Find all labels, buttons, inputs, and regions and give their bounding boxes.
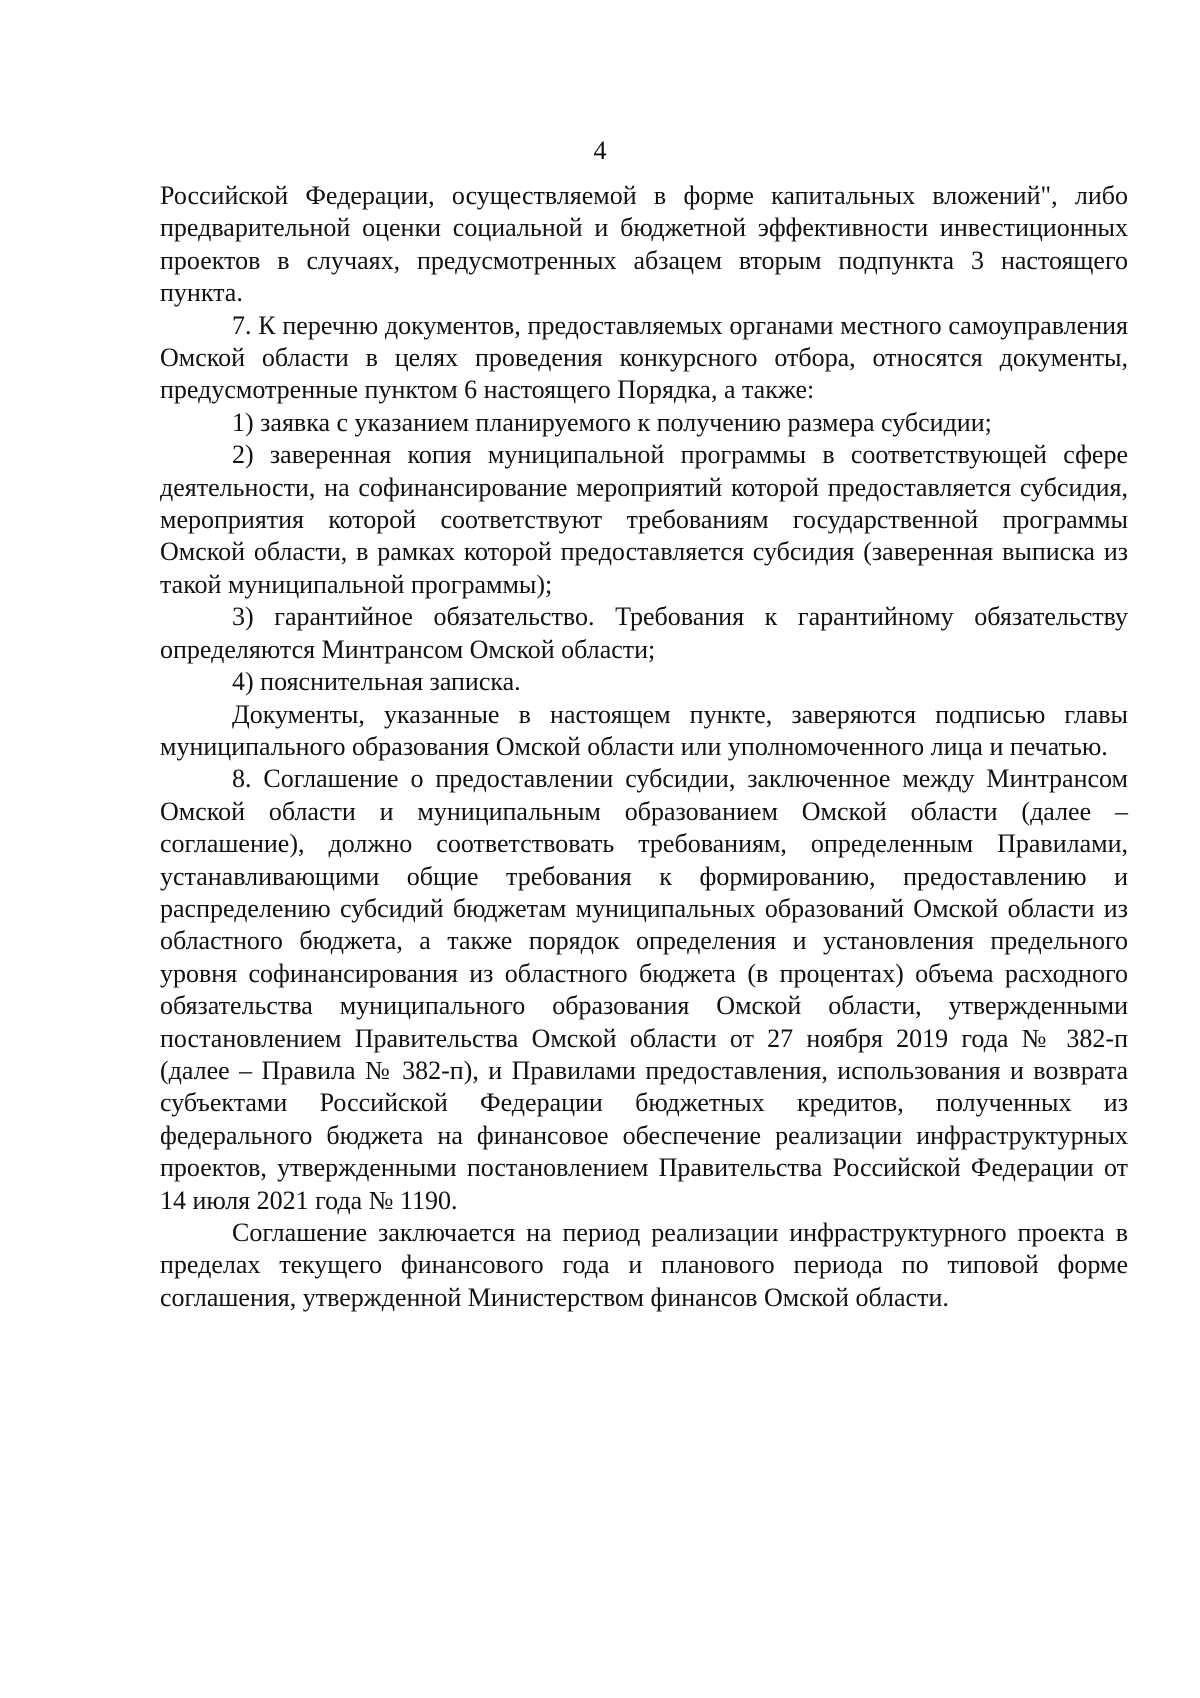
document-body [160,180,1128,1314]
paragraph-subitem-3: 3) гарантийное обязательство. Требования к гарантийному обязательству определяются Минтрансом Омской области; [160,602,1128,664]
paragraph-agreement-term: Соглашение заключается на период реализации инфраструктурного проекта в пределах текущего финансового года и планового периода по типовой форме соглашения, утвержденной Министерством финансов Омской области. [160,1218,1128,1312]
paragraph-item-8: 8. Соглашение о предоставлении субсидии, заключенное между Минтрансом Омской области и муниципальным образованием Омской области (далее – соглашение), должно соответствовать требованиям, определенным Правилами, устанавливающими общие требования к формированию, предоставлению и распределению субсидий бюджетам муниципальных образований Омской области из областного бюджета, а также порядок определения и установления предельного уровня софинансирования из областного бюджета (в процентах) объема расходного обязательства муниципального образования Омской области, утвержденными постановлением Правительства Омской области от 27 ноября 2019 года № 382-п (далее – Правила № 382-п), и Правилами предоставления, использования и возврата субъектами Российской Федерации бюджетных кредитов, полученных из федерального бюджета на финансовое обеспечение реализации инфраструктурных проектов, утвержденными постановлением Правительства Российской Федерации от 14 июля 2021 года № 1190. [160,764,1128,1215]
paragraph-item-7: 7. К перечню документов, предоставляемых органами местного самоуправления Омской области в целях проведения конкурсного отбора, относятся документы, предусмотренные пунктом 6 настоящего Порядка, а также: [160,310,1128,405]
paragraph-continuation: Российской Федерации, осуществляемой в форме капитальных вложений", либо предварительной оценки социальной и бюджетной эффективности инвестиционных проектов в случаях, предусмотренных абзацем вторым подпункта 3 настоящего пункта. [160,181,1128,308]
paragraph-certification: Документы, указанные в настоящем пункте, заверяются подписью главы муниципального образования Омской области или уполномоченного лица и печатью. [160,699,1128,761]
page-number: 4 [593,136,607,165]
paragraph-subitem-2: 2) заверенная копия муниципальной программы в соответствующей сфере деятельности, на софинансирование мероприятий которой предоставляется субсидия, мероприятия которой соответствуют требованиям государственной программы Омской области, в рамках которой предоставляется субсидия (заверенная выписка из такой муниципальной программы); [160,440,1128,599]
paragraph-subitem-4: 4) пояснительная записка. [232,667,521,697]
paragraph-subitem-1: 1) заявка с указанием планируемого к получению размера субсидии; [232,407,992,437]
